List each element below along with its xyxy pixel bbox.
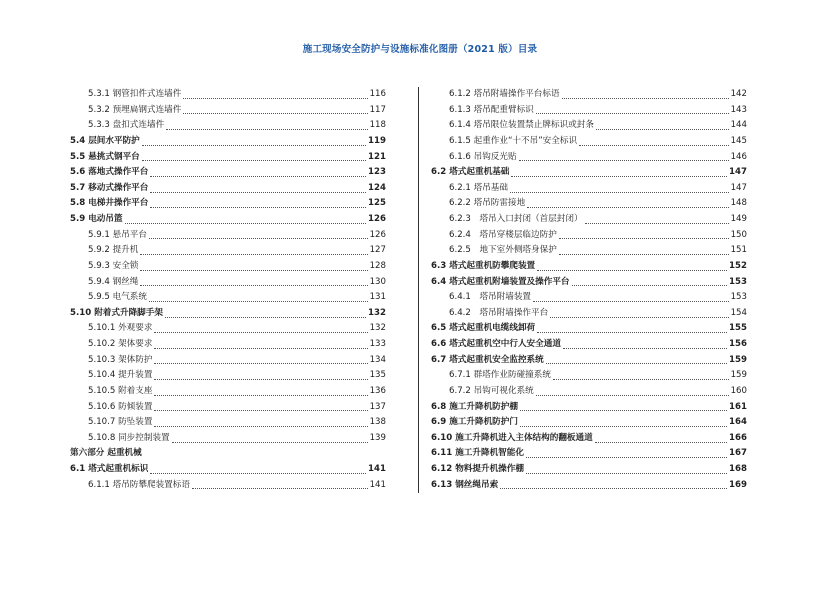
toc-leader-dots <box>537 269 727 271</box>
toc-entry-page: 159 <box>729 354 747 365</box>
toc-leader-dots <box>526 456 727 458</box>
toc-leader-dots <box>154 331 367 333</box>
toc-entry[interactable] <box>70 134 386 150</box>
toc-leader-dots <box>533 300 729 302</box>
toc-leader-dots <box>546 362 727 364</box>
toc-entry-page: 139 <box>369 432 386 443</box>
toc-entry[interactable] <box>70 321 386 337</box>
toc-leader-dots <box>149 237 368 239</box>
toc-entry-page: 154 <box>730 307 747 318</box>
toc-leader-dots <box>553 378 729 380</box>
toc-leader-dots <box>562 97 729 99</box>
toc-entry[interactable] <box>70 353 386 369</box>
toc-entry[interactable] <box>70 400 386 416</box>
toc-leader-dots <box>550 316 728 318</box>
toc-entry-page: 123 <box>368 167 386 178</box>
toc-entry-label: 5.6 落地式操作平台 <box>70 167 149 178</box>
toc-entry-page: 136 <box>369 385 386 396</box>
column-divider <box>418 87 419 493</box>
toc-entry[interactable] <box>70 431 386 447</box>
toc-entry[interactable] <box>70 103 386 119</box>
toc-entry[interactable] <box>431 150 747 166</box>
toc-entry[interactable] <box>70 275 386 291</box>
toc-entry-label: 6.6 塔式起重机空中行人安全通道 <box>431 339 561 349</box>
toc-leader-dots <box>519 159 729 161</box>
toc-entry-label: 5.3.2 预埋扁钢式连墙件 <box>88 104 182 115</box>
toc-entry-page: 126 <box>369 229 386 240</box>
toc-entry-page: 132 <box>369 323 386 334</box>
toc-entry-page: 118 <box>369 120 386 131</box>
toc-leader-dots <box>559 253 729 255</box>
toc-leader-dots <box>510 191 729 193</box>
toc-entry[interactable] <box>431 384 747 400</box>
toc-entry[interactable] <box>431 228 747 244</box>
toc-leader-dots <box>140 269 367 271</box>
toc-entry[interactable] <box>431 259 747 275</box>
toc-entry-label: 6.1.1 塔吊防攀爬装置标语 <box>88 479 190 490</box>
toc-leader-dots <box>154 347 367 349</box>
toc-entry-page: 117 <box>369 104 386 115</box>
toc-entry-page: 143 <box>730 104 747 115</box>
toc-entry-label: 5.3.3 盘扣式连墙件 <box>88 120 165 131</box>
toc-entry-label: 5.8 电梯井操作平台 <box>70 198 149 209</box>
toc-entry-page: 145 <box>730 135 747 146</box>
toc-entry-page: 150 <box>730 229 747 240</box>
toc-entry[interactable] <box>70 384 386 400</box>
toc-entry-label: 6.1.6 吊钩反光贴 <box>449 151 517 162</box>
toc-entry[interactable] <box>431 462 747 478</box>
toc-entry-label: 5.5 悬挑式钢平台 <box>70 151 140 162</box>
toc-entry-label: 5.9.3 安全锁 <box>88 260 139 271</box>
toc-leader-dots <box>572 284 728 286</box>
toc-entry[interactable] <box>70 306 386 322</box>
toc-entry[interactable] <box>431 321 747 337</box>
toc-entry-page: 152 <box>729 260 747 271</box>
toc-leader-dots <box>150 175 366 177</box>
toc-entry-label: 5.9.2 提升机 <box>88 245 139 256</box>
toc-entry-label: 6.2 塔式起重机基础 <box>431 167 510 178</box>
toc-leader-dots <box>172 441 368 443</box>
toc-entry-label: 6.12 物料提升机操作棚 <box>431 464 524 474</box>
toc-entry[interactable] <box>70 150 386 166</box>
toc-leader-dots <box>142 159 366 161</box>
toc-entry-label: 6.2.5 地下室外侧塔身保护 <box>449 245 557 256</box>
toc-entry-page: 132 <box>368 307 386 318</box>
toc-entry-label: 5.10.3 架体防护 <box>88 354 153 365</box>
toc-entry[interactable] <box>70 165 386 181</box>
toc-entry[interactable] <box>431 103 747 119</box>
toc-entry[interactable] <box>431 87 747 103</box>
toc-leader-dots <box>520 425 727 427</box>
toc-leader-dots <box>165 316 366 318</box>
toc-entry-label: 第六部分 起重机械 <box>70 448 142 459</box>
toc-entry-label: 5.10.6 防倾装置 <box>88 401 153 412</box>
toc-entry[interactable] <box>70 118 386 134</box>
toc-entry-label: 6.3 塔式起重机防攀爬装置 <box>431 260 536 271</box>
toc-leader-dots <box>511 175 727 177</box>
toc-leader-dots <box>154 409 367 411</box>
toc-entry-page: 147 <box>730 182 747 193</box>
toc-entry-label: 5.10.7 防坠装置 <box>88 417 153 428</box>
toc-entry[interactable] <box>70 243 386 259</box>
toc-entry-page: 164 <box>729 417 747 428</box>
toc-entry[interactable] <box>431 337 747 353</box>
toc-entry-page: 121 <box>368 151 386 162</box>
toc-entry-label: 6.1 塔式起重机标识 <box>70 464 149 474</box>
toc-entry-label: 6.10 施工升降机进入主体结构的翻板通道 <box>431 432 593 443</box>
toc-entry[interactable] <box>70 181 386 197</box>
toc-entry-page: 128 <box>369 260 386 271</box>
toc-entry-label: 6.2.2 塔吊防雷接地 <box>449 198 526 209</box>
toc-leader-dots <box>596 128 729 130</box>
toc-entry[interactable] <box>431 400 747 416</box>
toc-entry-label: 5.10.8 同步控制装置 <box>88 432 170 443</box>
toc-entry[interactable] <box>431 165 747 181</box>
toc-entry-label: 5.10.1 外观要求 <box>88 323 153 334</box>
toc-entry-label: 5.4 层间水平防护 <box>70 135 140 146</box>
toc-entry[interactable] <box>70 415 386 431</box>
toc-leader-dots <box>595 441 727 443</box>
toc-entry-label: 6.11 施工升降机智能化 <box>431 448 524 459</box>
toc-entry-page: 161 <box>729 401 747 412</box>
toc-entry[interactable] <box>431 290 747 306</box>
toc-right-column <box>431 87 747 493</box>
toc-entry[interactable] <box>70 228 386 244</box>
toc-leader-dots <box>536 394 729 396</box>
toc-leader-dots <box>166 128 367 130</box>
toc-leader-dots <box>125 222 366 224</box>
toc-entry-label: 5.10.4 提升装置 <box>88 370 153 381</box>
toc-entry-page: 144 <box>730 120 747 131</box>
toc-entry-page: 135 <box>369 370 386 381</box>
toc-leader-dots <box>140 253 367 255</box>
toc-entry[interactable] <box>431 431 747 447</box>
toc-leader-dots <box>154 362 367 364</box>
toc-entry-page: 151 <box>730 245 747 256</box>
toc-leader-dots <box>192 487 368 489</box>
toc-entry[interactable] <box>431 181 747 197</box>
toc-entry-label: 6.4.1 塔吊附墙装置 <box>449 292 532 303</box>
toc-entry[interactable] <box>431 275 747 291</box>
toc-entry-page: 146 <box>730 151 747 162</box>
toc-entry[interactable] <box>431 134 747 150</box>
toc-left-column <box>70 87 386 493</box>
toc-entry-label: 6.1.4 塔吊限位装置禁止牌标识或封条 <box>449 120 594 131</box>
page-title: 施工现场安全防护与设施标准化图册（2021 版）目录 <box>302 44 538 55</box>
toc-leader-dots <box>149 300 368 302</box>
toc-leader-dots <box>183 112 367 114</box>
toc-leader-dots <box>142 144 366 146</box>
toc-leader-dots <box>526 472 727 474</box>
toc-entry[interactable] <box>70 212 386 228</box>
toc-entry-page: 167 <box>729 448 747 459</box>
toc-entry-label: 6.1.2 塔吊附墙操作平台标语 <box>449 89 560 99</box>
toc-entry-label: 6.2.3 塔吊入口封闭（首层封闭） <box>449 214 583 224</box>
toc-entry-page: 153 <box>729 276 747 287</box>
toc-entry-page: 134 <box>369 354 386 365</box>
toc-entry-page: 126 <box>368 214 386 224</box>
toc-entry-label: 6.1.5 起重作业“十不吊”安全标识 <box>449 135 578 146</box>
toc-leader-dots <box>563 347 727 349</box>
toc-entry[interactable] <box>70 290 386 306</box>
toc-entry-page: 141 <box>368 464 386 474</box>
toc-entry-label: 5.3.1 钢管扣件式连墙件 <box>88 89 182 99</box>
toc-entry[interactable] <box>431 118 747 134</box>
toc-entry-page: 131 <box>369 292 386 303</box>
toc-entry-page: 148 <box>730 198 747 209</box>
toc-entry[interactable] <box>431 212 747 228</box>
toc-entry-label: 6.8 施工升降机防护棚 <box>431 401 518 412</box>
toc-entry-page: 141 <box>369 479 386 490</box>
toc-entry-page: 137 <box>369 401 386 412</box>
toc-entry[interactable] <box>70 337 386 353</box>
toc-entry-page: 155 <box>729 323 747 334</box>
toc-leader-dots <box>140 284 367 286</box>
toc-entry-page: 166 <box>729 432 747 443</box>
toc-entry-label: 6.9 施工升降机防护门 <box>431 417 518 428</box>
toc-entry-page: 127 <box>369 245 386 256</box>
toc-entry-page: 169 <box>729 479 747 490</box>
toc-entry-label: 6.5 塔式起重机电缆线卸荷 <box>431 323 536 334</box>
toc-entry-page: 125 <box>368 198 386 209</box>
toc-leader-dots <box>154 378 367 380</box>
toc-entry[interactable] <box>431 446 747 462</box>
toc-entry[interactable] <box>70 196 386 212</box>
toc-entry-page: 159 <box>730 370 747 381</box>
toc-leader-dots <box>559 237 729 239</box>
toc-leader-dots <box>537 331 727 333</box>
toc-leader-dots <box>520 409 727 411</box>
toc-entry-page: 130 <box>369 276 386 287</box>
toc-entry-label: 6.7.2 吊钩可视化系统 <box>449 385 534 396</box>
toc-entry-page: 124 <box>368 182 386 193</box>
toc-entry-label: 5.9 电动吊篮 <box>70 214 123 224</box>
toc-entry-page: 119 <box>368 135 386 146</box>
toc-entry[interactable] <box>70 368 386 384</box>
toc-entry[interactable] <box>70 462 386 478</box>
toc-entry[interactable] <box>431 196 747 212</box>
toc-leader-dots <box>150 472 366 474</box>
toc-leader-dots <box>527 206 728 208</box>
toc-entry-page: 133 <box>369 339 386 349</box>
toc-entry[interactable] <box>70 259 386 275</box>
toc-entry-label: 6.4 塔式起重机附墙装置及操作平台 <box>431 276 570 287</box>
toc-entry-page: 147 <box>729 167 747 178</box>
toc-entry-label: 6.2.1 塔吊基础 <box>449 182 508 193</box>
toc-leader-dots <box>500 487 727 489</box>
toc-entry[interactable] <box>70 478 386 494</box>
toc-entry-label: 6.4.2 塔吊附墙操作平台 <box>449 307 549 318</box>
toc-entry[interactable] <box>431 415 747 431</box>
toc-entry[interactable] <box>431 368 747 384</box>
toc-entry[interactable] <box>431 243 747 259</box>
toc-entry-label: 6.2.4 塔吊穿楼层临边防护 <box>449 229 557 240</box>
toc-entry-page: 116 <box>369 89 386 99</box>
toc-entry-label: 5.7 移动式操作平台 <box>70 182 149 193</box>
toc-leader-dots <box>150 206 366 208</box>
toc-entry-page: 153 <box>730 292 747 303</box>
toc-entry-label: 6.7.1 群塔作业防碰撞系统 <box>449 370 551 381</box>
toc-entry[interactable] <box>70 87 386 103</box>
toc-entry-page: 142 <box>730 89 747 99</box>
toc-entry-label: 6.1.3 塔吊配重臂标识 <box>449 104 534 115</box>
toc-entry-label: 6.7 塔式起重机安全监控系统 <box>431 354 544 365</box>
toc-entry[interactable] <box>431 478 747 494</box>
toc-entry[interactable] <box>431 353 747 369</box>
toc-entry-label: 5.10.2 架体要求 <box>88 339 153 349</box>
toc-leader-dots <box>579 144 729 146</box>
toc-entry-label: 5.9.5 电气系统 <box>88 292 147 303</box>
toc-leader-dots <box>585 222 729 224</box>
toc-entry-label: 5.9.4 钢丝绳 <box>88 276 139 287</box>
toc-leader-dots <box>154 425 367 427</box>
toc-leader-dots <box>536 112 729 114</box>
toc-entry-page: 149 <box>730 214 747 224</box>
toc-entry-page: 156 <box>729 339 747 349</box>
toc-entry-label: 5.10.5 附着支座 <box>88 385 153 396</box>
toc-leader-dots <box>150 191 366 193</box>
toc-entry-page: 138 <box>369 417 386 428</box>
toc-entry-label: 6.13 钢丝绳吊索 <box>431 479 499 490</box>
toc-entry-page: 160 <box>730 385 747 396</box>
toc-leader-dots <box>183 97 367 99</box>
toc-leader-dots <box>154 394 367 396</box>
toc-entry[interactable] <box>70 446 386 462</box>
toc-entry-page: 168 <box>729 464 747 474</box>
toc-entry-label: 5.9.1 悬吊平台 <box>88 229 147 240</box>
toc-entry[interactable] <box>431 306 747 322</box>
toc-entry-label: 5.10 附着式升降脚手架 <box>70 307 163 318</box>
